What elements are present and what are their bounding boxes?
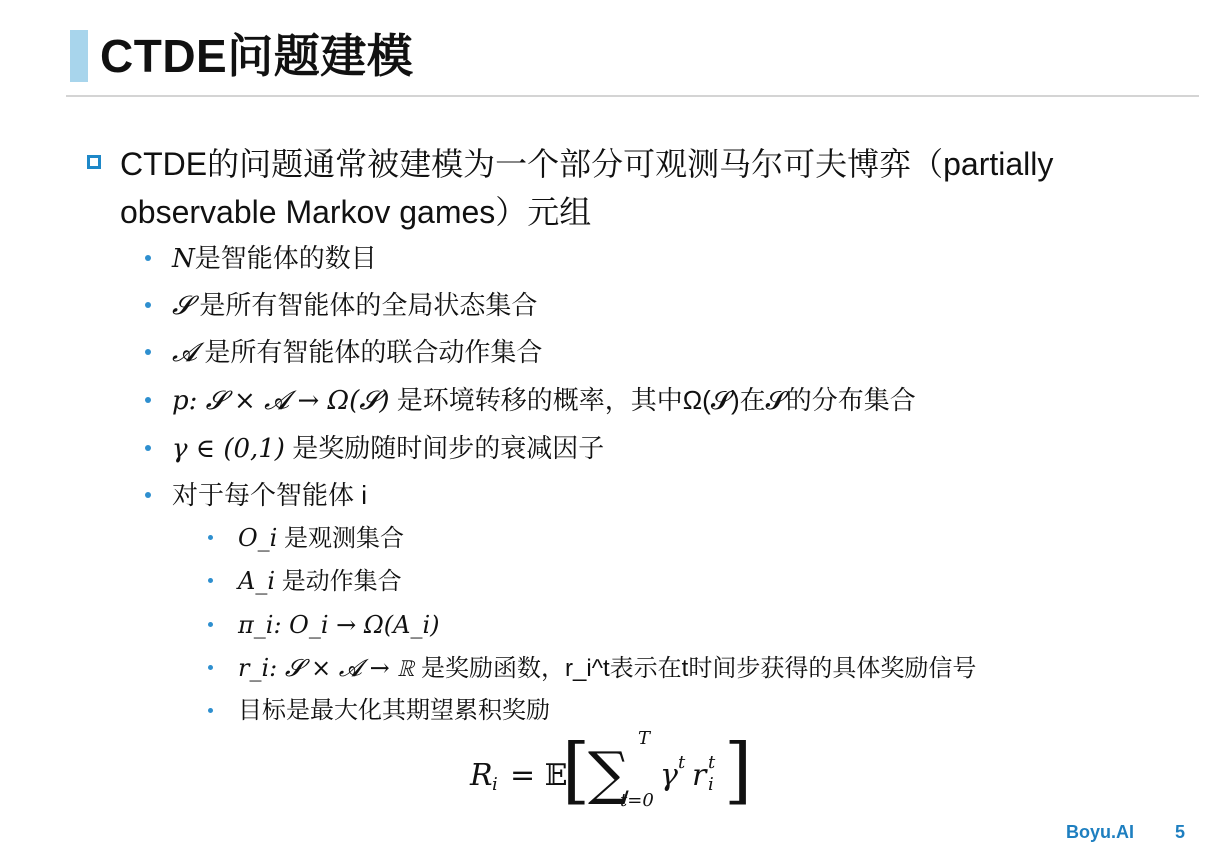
list-item xyxy=(172,334,542,371)
sub-bullet-dot-icon xyxy=(208,665,213,670)
list-item xyxy=(172,240,377,277)
formula-left-bracket: [ xyxy=(562,728,591,812)
item-math: r_i: 𝓢 × 𝓐 → ℝ xyxy=(238,654,415,682)
list-item xyxy=(172,287,537,324)
page-number: 5 xyxy=(1175,822,1186,842)
item-text: 是奖励随时间步的衰减因子 xyxy=(292,433,605,463)
title-divider xyxy=(66,95,1199,97)
formula-r-sub: i xyxy=(708,774,714,795)
item-text: 是动作集合 xyxy=(281,568,402,595)
item-math: O_i xyxy=(238,524,278,552)
item-text: 是所有智能体的联合动作集合 xyxy=(204,337,543,367)
list-item xyxy=(172,477,367,513)
bullet-dot-icon xyxy=(145,255,151,261)
list-item xyxy=(172,382,916,419)
item-math: 𝓐 xyxy=(172,338,198,368)
slide-title: CTDE问题建模 xyxy=(100,30,414,82)
bullet-dot-icon xyxy=(145,349,151,355)
formula-upper: T xyxy=(638,728,651,749)
bullet-dot-icon xyxy=(145,445,151,451)
sub-list-item xyxy=(238,693,550,729)
formula-lhs: R xyxy=(470,758,493,793)
bullet-dot-icon xyxy=(145,492,151,498)
sub-bullet-dot-icon xyxy=(208,578,213,583)
formula-r: r xyxy=(692,758,707,793)
formula-expectation: = 𝔼 xyxy=(510,758,568,793)
formula-gamma: γ xyxy=(660,758,678,793)
item-math: p: 𝓢 × 𝓐 → Ω(𝓢) xyxy=(172,386,390,416)
item-text: 是奖励函数，r_i^t表示在t时间步获得的具体奖励信号 xyxy=(421,655,977,682)
sub-bullet-dot-icon xyxy=(208,535,213,540)
bullet-dot-icon xyxy=(145,397,151,403)
sub-list-item xyxy=(238,607,440,644)
item-math: π_i: O_i → Ω(A_i) xyxy=(238,611,440,639)
title-accent-bar xyxy=(70,30,88,82)
sub-list-item xyxy=(238,563,402,600)
item-math: A_i xyxy=(238,567,276,595)
item-text: 是智能体的数目 xyxy=(194,243,377,273)
sub-list-item xyxy=(238,650,976,687)
list-item xyxy=(172,430,604,467)
footer-brand: Boyu.AI xyxy=(1066,822,1135,842)
item-text: 是环境转移的概率，其中Ω(𝓢)在𝓢的分布集合 xyxy=(396,385,916,415)
item-text: 目标是最大化其期望累积奖励 xyxy=(238,697,550,724)
formula-right-bracket: ] xyxy=(724,728,753,812)
item-text: 对于每个智能体 i xyxy=(172,480,368,510)
item-text: 是所有智能体的全局状态集合 xyxy=(199,290,538,320)
item-text: 是观测集合 xyxy=(284,525,405,552)
main-point: CTDE的问题通常被建模为一个部分可观测马尔可夫博弈（partially observable Markov games）元组 xyxy=(120,146,1054,230)
formula-sum: ∑ xyxy=(588,739,630,807)
formula-lower: t=0 xyxy=(620,790,654,811)
sub-list-item xyxy=(238,520,404,557)
bullet-dot-icon xyxy=(145,302,151,308)
sub-bullet-dot-icon xyxy=(208,708,213,713)
formula-r-sup: t xyxy=(708,752,716,773)
square-bullet-icon xyxy=(87,155,101,169)
formula-gamma-sup: t xyxy=(678,752,686,773)
item-math: N xyxy=(172,244,195,274)
formula-lhs-sub: i xyxy=(492,774,498,795)
sub-bullet-dot-icon xyxy=(208,622,213,627)
item-math: γ ∈ (0,1) xyxy=(172,434,285,464)
item-math: 𝓢 xyxy=(172,291,193,321)
